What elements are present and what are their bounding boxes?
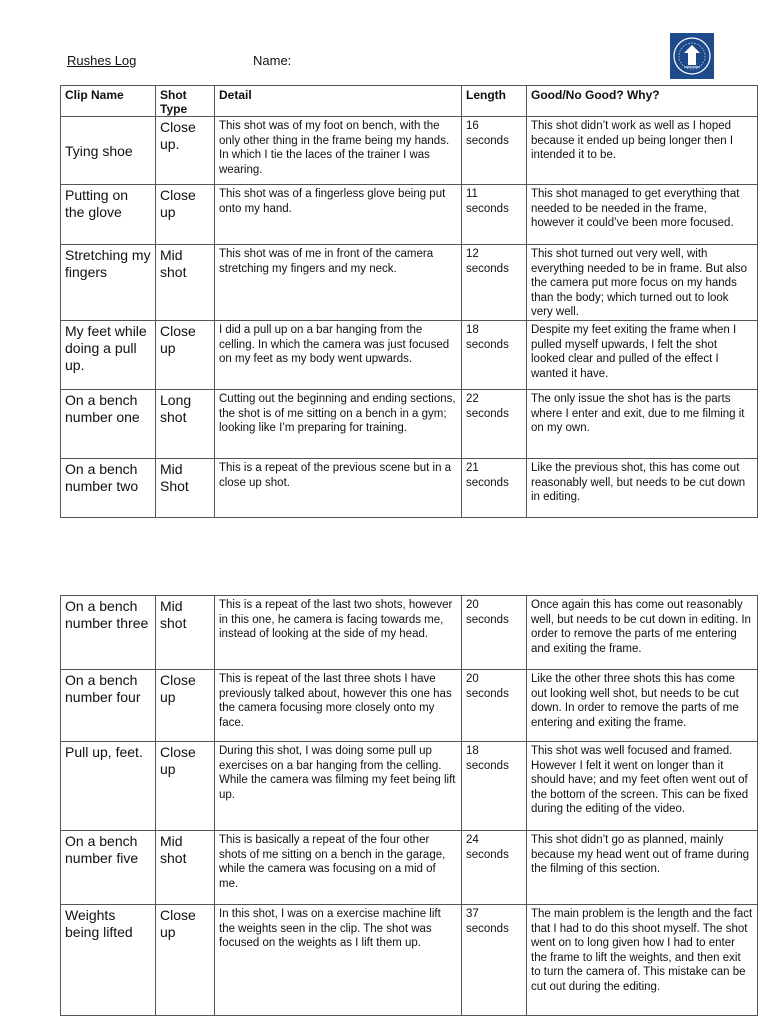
verdict-cell: Like the previous shot, this has come out reasonably well, but needs to be cut down in editing. — [527, 458, 758, 517]
length-cell: 16 seconds — [462, 117, 527, 185]
length-cell: 12 seconds — [462, 245, 527, 321]
table-row — [61, 905, 758, 1016]
header-clip-name: Clip Name — [61, 86, 156, 117]
detail-cell: This shot was of a fingerless glove being put onto my hand. — [215, 185, 462, 245]
detail-cell: This shot was of my foot on bench, with the only other thing in the frame being my hands. In which I tie the laces of the trainer I was wearing. — [215, 117, 462, 185]
detail-cell: During this shot, I was doing some pull up exercises on a bar hanging from the celling. While the camera was filming my feet being lift up. — [215, 742, 462, 831]
verdict-cell: This shot managed to get everything that needed to be needed in the frame, however it could’ve been more focused. — [527, 185, 758, 245]
clip-name-cell: Weights being lifted — [61, 905, 156, 1016]
length-cell: 37 seconds — [462, 905, 527, 1016]
verdict-cell: The main problem is the length and the fact that I had to do this shoot myself. The shot went on to long given how I had to enter the frame to lift the weights, and then exit to turn the camera of. This mistake can be cut out during the editing. — [527, 905, 758, 1016]
verdict-cell: The only issue the shot has is the parts where I enter and exit, due to me filming it on my own. — [527, 389, 758, 458]
detail-cell: This is a repeat of the last two shots, however in this one, he camera is facing towards me, instead of looking at the side of my head. — [215, 596, 462, 670]
clip-name-cell: On a bench number two — [61, 458, 156, 517]
table-row — [61, 185, 758, 245]
detail-cell: I did a pull up on a bar hanging from the celling. In which the camera was just focused on my feet as my body went upwards. — [215, 320, 462, 389]
shot-type-cell: Long shot — [156, 389, 215, 458]
table-row — [61, 458, 758, 517]
header-length: Length — [462, 86, 527, 117]
clip-name-cell: Pull up, feet. — [61, 742, 156, 831]
table-row — [61, 320, 758, 389]
verdict-cell: This shot was well focused and framed. However I felt it went on longer than it should have; and my feet often went out of the bottom of the screen. This can be fixed during the editing of the video. — [527, 742, 758, 831]
shot-type-cell: Close up — [156, 670, 215, 742]
length-cell: 24 seconds — [462, 831, 527, 905]
table-row — [61, 831, 758, 905]
detail-cell: This is basically a repeat of the four other shots of me sitting on a bench in the garage, while the camera was focusing on a mid of me. — [215, 831, 462, 905]
clip-name-cell: On a bench number one — [61, 389, 156, 458]
verdict-cell: This shot turned out very well, with everything needed to be in frame. But also the camera put more focus on my hands than the body; which turned out to look very well. — [527, 245, 758, 321]
table-row — [61, 742, 758, 831]
table-row — [61, 117, 758, 185]
length-cell: 11 seconds — [462, 185, 527, 245]
shot-type-cell: Close up. — [156, 117, 215, 185]
verdict-cell: Despite my feet exiting the frame when I pulled myself upwards, I felt the shot looked clear and pulled of the effect I wanted it have. — [527, 320, 758, 389]
verdict-cell: This shot didn’t work as well as I hoped because it ended up being longer then I intended it to be. — [527, 117, 758, 185]
clip-name-cell: My feet while doing a pull up. — [61, 320, 156, 389]
table-header-row — [61, 86, 758, 117]
header-detail: Detail — [215, 86, 462, 117]
verdict-cell: Once again this has come out reasonably well, but needs to be cut down in editing. In order to remove the parts of me entering and exiting the frame. — [527, 596, 758, 670]
name-label: Name: — [253, 53, 292, 68]
length-cell: 20 seconds — [462, 596, 527, 670]
length-cell: 18 seconds — [462, 320, 527, 389]
shot-type-cell: Close up — [156, 905, 215, 1016]
clip-name-cell: Stretching my fingers — [61, 245, 156, 321]
detail-cell: This shot was of me in front of the camera stretching my fingers and my neck. — [215, 245, 462, 321]
rushes-log-table-1 — [60, 85, 758, 518]
table-row — [61, 596, 758, 670]
length-cell: 18 seconds — [462, 742, 527, 831]
rushes-log-table-2 — [60, 595, 758, 1016]
clip-name-cell: Tying shoe — [61, 117, 156, 185]
header-verdict: Good/No Good? Why? — [527, 86, 758, 117]
length-cell: 20 seconds — [462, 670, 527, 742]
clip-name-cell: Putting on the glove — [61, 185, 156, 245]
length-cell: 22 seconds — [462, 389, 527, 458]
table-row — [61, 389, 758, 458]
detail-cell: Cutting out the beginning and ending sections, the shot is of me sitting on a bench in a gym; looking like I’m preparing for training. — [215, 389, 462, 458]
header-shot-type: Shot Type — [156, 86, 215, 117]
shot-type-cell: Close up — [156, 742, 215, 831]
detail-cell: In this shot, I was on a exercise machine lift the weights seen in the clip. The shot was focused on the weights as I lift them up. — [215, 905, 462, 1016]
shot-type-cell: Mid Shot — [156, 458, 215, 517]
shot-type-cell: Mid shot — [156, 596, 215, 670]
clip-name-cell: On a bench number four — [61, 670, 156, 742]
page-title: Rushes Log — [67, 53, 137, 68]
clip-name-cell: On a bench number three — [61, 596, 156, 670]
shot-type-cell: Mid shot — [156, 831, 215, 905]
length-cell: 21 seconds — [462, 458, 527, 517]
verdict-cell: Like the other three shots this has come out looking well shot, but needs to be cut down. In order to remove the parts of me entering and exiting the frame. — [527, 670, 758, 742]
shot-type-cell: Close up — [156, 185, 215, 245]
verdict-cell: This shot didn’t go as planned, mainly because my head went out of frame during the filming of this section. — [527, 831, 758, 905]
shot-type-cell: Mid shot — [156, 245, 215, 321]
school-crest-icon — [670, 33, 714, 79]
detail-cell: This is repeat of the last three shots I have previously talked about, however this one has the camera focusing more closely onto my face. — [215, 670, 462, 742]
table-row — [61, 245, 758, 321]
shot-type-cell: Close up — [156, 320, 215, 389]
clip-name-cell: On a bench number five — [61, 831, 156, 905]
table-row — [61, 670, 758, 742]
detail-cell: This is a repeat of the previous scene but in a close up shot. — [215, 458, 462, 517]
